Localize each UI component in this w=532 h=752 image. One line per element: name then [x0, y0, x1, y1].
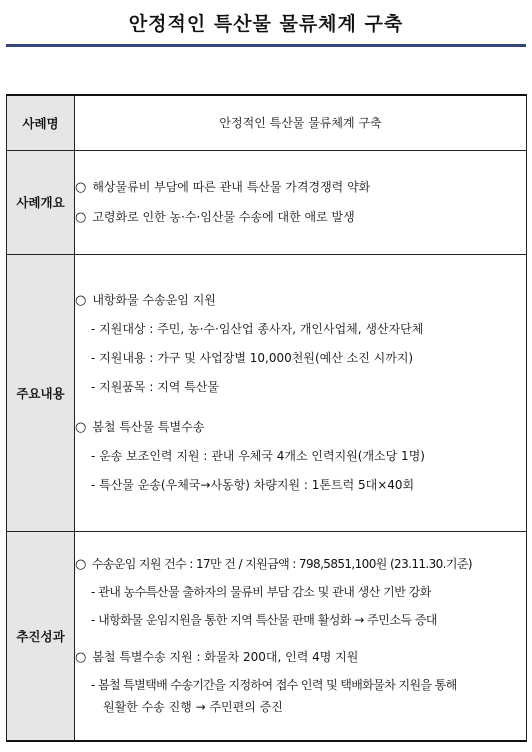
row-overview [7, 150, 527, 254]
overview-item: ○ 해상물류비 부담에 따른 관내 특산물 가격경쟁력 약화 [75, 180, 526, 195]
label-results: 추진성과 [7, 531, 75, 741]
main-item: - 특산물 운송(우체국→사동항) 차량지원 : 1톤트럭 5대×40회 [75, 478, 526, 493]
main-heading: ○ 봄철 특산물 특별수송 [75, 420, 526, 435]
results-heading: ○ 수송운임 지원 건수 : 17만 건 / 지원금액 : 798,5851,100원 (23.11.30.기준) [75, 557, 526, 572]
results-item: - 관내 농수특산물 출하자의 물류비 부담 감소 및 관내 생산 기반 강화 [75, 585, 526, 600]
results-content [75, 531, 527, 741]
row-results [7, 531, 527, 741]
overview-content [75, 150, 527, 254]
results-heading: ○ 봄철 특별수송 지원 : 화물차 200대, 인력 4명 지원 [75, 650, 526, 665]
main-heading: ○ 내항화물 수송운임 지원 [75, 293, 526, 308]
row-case-name [7, 95, 527, 150]
page-title: 안정적인 특산물 물류체계 구축 [6, 4, 526, 47]
main-item: - 지원대상 : 주민, 농·수·임산업 종사자, 개인사업체, 생산자단체 [75, 322, 526, 337]
label-case-name: 사례명 [7, 95, 75, 150]
case-name-value: 안정적인 특산물 물류체계 구축 [75, 95, 527, 150]
main-item: - 운송 보조인력 지원 : 관내 우체국 4개소 인력지원(개소당 1명) [75, 449, 526, 464]
case-table [6, 94, 527, 742]
label-main: 주요내용 [7, 254, 75, 531]
overview-item: ○ 고령화로 인한 농·수·임산물 수송에 대한 애로 발생 [75, 210, 526, 225]
main-item: - 지원내용 : 가구 및 사업장별 10,000천원(예산 소진 시까지) [75, 351, 526, 366]
label-overview: 사례개요 [7, 150, 75, 254]
row-main [7, 254, 527, 531]
results-item: - 봄철 특별택배 수송기간을 지정하여 접수 인력 및 택배화물차 지원을 통해 [75, 678, 526, 693]
results-item: - 내항화물 운임지원을 통한 지역 특산물 판매 활성화 → 주민소득 증대 [75, 613, 526, 628]
results-item-continuation: 원활한 수송 진행 → 주민편의 증진 [103, 699, 283, 714]
main-item: - 지원품목 : 지역 특산물 [75, 380, 526, 395]
main-content [75, 254, 527, 531]
